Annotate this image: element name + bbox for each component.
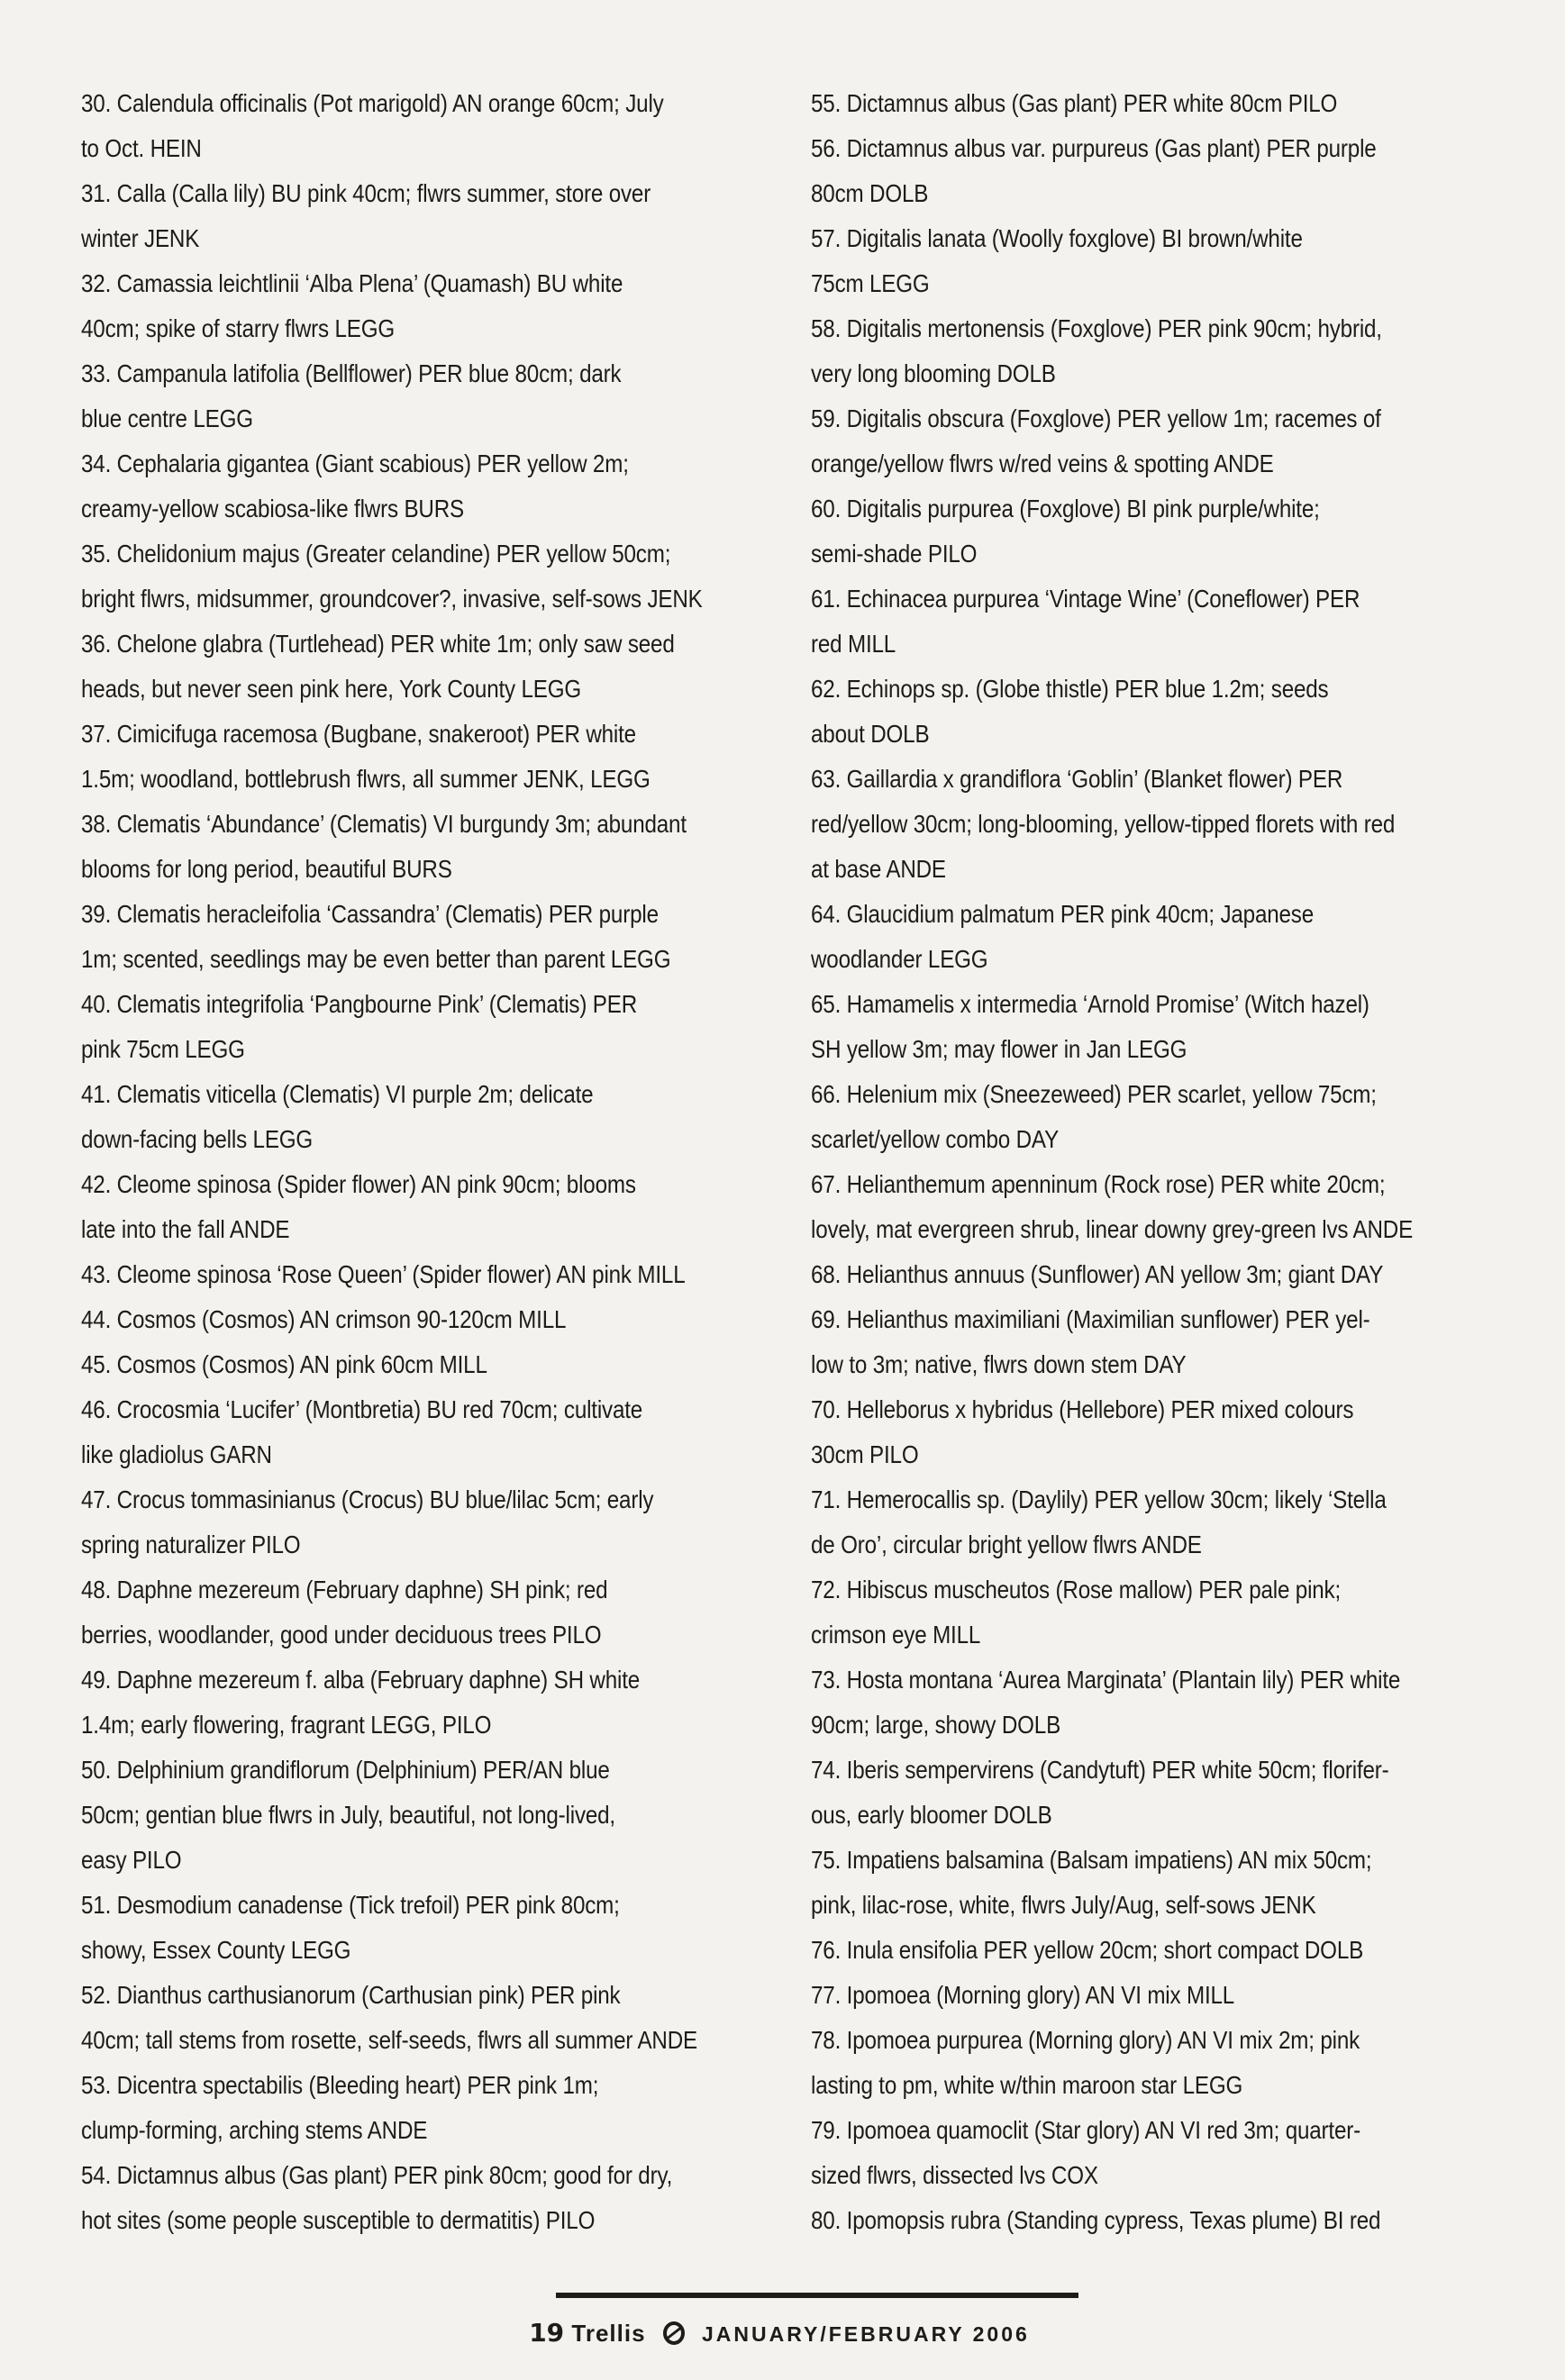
entry-line: 72. Hibiscus muscheutos (Rose mallow) PER pale pink; — [811, 1576, 1342, 1603]
plant-entry — [811, 486, 1487, 577]
entry-line: 76. Inula ensifolia PER yellow 20cm; short compact DOLB — [811, 1936, 1364, 1964]
issue-date: JANUARY/FEBRUARY 2006 — [702, 2322, 1030, 2346]
plant-entry — [81, 1883, 784, 1973]
entry-line: 31. Calla (Calla lily) BU pink 40cm; flwrs summer, store over — [81, 179, 651, 207]
plant-entry — [811, 126, 1487, 216]
entry-line: 75cm LEGG — [811, 269, 930, 297]
entry-line: red MILL — [811, 630, 896, 658]
entry-line: 63. Gaillardia x grandiflora ‘Goblin’ (Blanket flower) PER — [811, 765, 1343, 793]
plant-entry — [81, 1748, 784, 1883]
entry-line: 57. Digitalis lanata (Woolly foxglove) BI brown/white — [811, 224, 1303, 252]
entry-line: 1.5m; woodland, bottlebrush flwrs, all summer JENK, LEGG — [81, 765, 651, 793]
entry-line: 32. Camassia leichtlinii ‘Alba Plena’ (Quamash) BU white — [81, 269, 623, 297]
plant-entry — [81, 982, 784, 1072]
left-column — [81, 81, 784, 2243]
plant-entry — [811, 1297, 1487, 1387]
plant-entry — [81, 2063, 784, 2153]
entry-line: 68. Helianthus annuus (Sunflower) AN yellow 3m; giant DAY — [811, 1260, 1384, 1288]
plant-entry — [811, 1567, 1487, 1658]
entry-line: low to 3m; native, flwrs down stem DAY — [811, 1350, 1187, 1378]
entry-line: 34. Cephalaria gigantea (Giant scabious) PER yellow 2m; — [81, 450, 629, 477]
page-number: 19 — [529, 2318, 565, 2348]
entry-line: 69. Helianthus maximiliani (Maximilian sunflower) PER yel- — [811, 1305, 1370, 1333]
plant-entry — [811, 577, 1487, 667]
entry-line: 65. Hamamelis x intermedia ‘Arnold Promise’ (Witch hazel) — [811, 990, 1369, 1018]
entry-line: 52. Dianthus carthusianorum (Carthusian pink) PER pink — [81, 1981, 621, 2009]
entry-line: 66. Helenium mix (Sneezeweed) PER scarlet, yellow 75cm; — [811, 1080, 1377, 1108]
entry-line: 40cm; spike of starry flwrs LEGG — [81, 314, 396, 342]
plant-entry — [81, 802, 784, 892]
plant-entry — [811, 1387, 1487, 1477]
plant-entry — [811, 2198, 1487, 2243]
entry-line: 78. Ipomoea purpurea (Morning glory) AN VI mix 2m; pink — [811, 2026, 1360, 2054]
entry-line: sized flwrs, dissected lvs COX — [811, 2161, 1098, 2189]
entry-line: ous, early bloomer DOLB — [811, 1801, 1052, 1829]
plant-entry — [811, 1162, 1487, 1252]
entry-line: 61. Echinacea purpurea ‘Vintage Wine’ (Coneflower) PER — [811, 585, 1360, 613]
plant-entry — [81, 1477, 784, 1567]
plant-entry — [81, 1072, 784, 1162]
entry-line: 40. Clematis integrifolia ‘Pangbourne Pink’ (Clematis) PER — [81, 990, 638, 1018]
plant-entry — [811, 1252, 1487, 1297]
entry-line: 41. Clematis viticella (Clematis) VI purple 2m; delicate — [81, 1080, 594, 1108]
entry-line: heads, but never seen pink here, York County LEGG — [81, 675, 582, 703]
entry-line: 55. Dictamnus albus (Gas plant) PER white 80cm PILO — [811, 89, 1338, 117]
entry-line: 50cm; gentian blue flwrs in July, beautiful, not long-lived, — [81, 1801, 615, 1829]
entry-line: about DOLB — [811, 720, 930, 748]
entry-line: 37. Cimicifuga racemosa (Bugbane, snakeroot) PER white — [81, 720, 636, 748]
entry-line: 40cm; tall stems from rosette, self-seeds, flwrs all summer ANDE — [81, 2026, 697, 2054]
entry-line: 80cm DOLB — [811, 179, 929, 207]
entry-line: 33. Campanula latifolia (Bellflower) PER blue 80cm; dark — [81, 359, 622, 387]
plant-entry — [811, 306, 1487, 396]
entry-line: 60. Digitalis purpurea (Foxglove) BI pink purple/white; — [811, 495, 1320, 522]
entry-line: down-facing bells LEGG — [81, 1125, 314, 1153]
plant-entry — [811, 757, 1487, 892]
entry-line: pink, lilac-rose, white, flwrs July/Aug, self-sows JENK — [811, 1891, 1316, 1919]
entry-line: 80. Ipomopsis rubra (Standing cypress, Texas plume) BI red — [811, 2206, 1381, 2234]
entry-line: 74. Iberis sempervirens (Candytuft) PER white 50cm; florifer- — [811, 1756, 1389, 1784]
entry-line: 77. Ipomoea (Morning glory) AN VI mix MILL — [811, 1981, 1235, 2009]
plant-entry — [81, 441, 784, 531]
entry-line: 51. Desmodium canadense (Tick trefoil) PER pink 80cm; — [81, 1891, 620, 1919]
plant-entry — [81, 171, 784, 261]
plant-entry — [81, 531, 784, 622]
entry-line: lasting to pm, white w/thin maroon star LEGG — [811, 2071, 1243, 2099]
plant-entry — [81, 1162, 784, 1252]
entry-line: red/yellow 30cm; long-blooming, yellow-tipped florets with red — [811, 810, 1396, 838]
plant-entry — [811, 1658, 1487, 1748]
plant-entry — [811, 2018, 1487, 2108]
entry-line: SH yellow 3m; may flower in Jan LEGG — [811, 1035, 1187, 1063]
plant-entry — [81, 351, 784, 441]
entry-line: 56. Dictamnus albus var. purpureus (Gas plant) PER purple — [811, 134, 1377, 162]
entry-line: de Oro’, circular bright yellow flwrs ANDE — [811, 1531, 1202, 1558]
plant-entry — [811, 982, 1487, 1072]
plant-entry — [811, 1748, 1487, 1838]
magazine-name: Trellis — [571, 2320, 646, 2347]
plant-entry — [811, 892, 1487, 982]
entry-line: blue centre LEGG — [81, 404, 253, 432]
plant-entry — [81, 892, 784, 982]
entry-line: orange/yellow flwrs w/red veins & spotting ANDE — [811, 450, 1274, 477]
entry-line: 45. Cosmos (Cosmos) AN pink 60cm MILL — [81, 1350, 487, 1378]
entry-line: to Oct. HEIN — [81, 134, 202, 162]
entry-line: 35. Chelidonium majus (Greater celandine) PER yellow 50cm; — [81, 540, 671, 568]
plant-entry — [81, 1297, 784, 1342]
plant-entry — [81, 1567, 784, 1658]
plant-entry — [811, 1072, 1487, 1162]
entry-line: winter JENK — [81, 224, 200, 252]
plant-entry — [811, 1973, 1487, 2018]
plant-entry — [811, 2108, 1487, 2198]
entry-line: 36. Chelone glabra (Turtlehead) PER white 1m; only saw seed — [81, 630, 675, 658]
plant-entry — [811, 81, 1487, 126]
entry-line: 90cm; large, showy DOLB — [811, 1711, 1061, 1739]
entry-line: 70. Helleborus x hybridus (Hellebore) PER mixed colours — [811, 1395, 1354, 1423]
entry-line: at base ANDE — [811, 855, 946, 883]
entry-line: lovely, mat evergreen shrub, linear downy grey-green lvs ANDE — [811, 1215, 1414, 1243]
plant-entry — [811, 1928, 1487, 1973]
plant-entry — [811, 216, 1487, 306]
entry-line: berries, woodlander, good under deciduous trees PILO — [81, 1621, 602, 1649]
right-column — [811, 81, 1487, 2243]
entry-line: like gladiolus GARN — [81, 1440, 272, 1468]
entry-line: 50. Delphinium grandiflorum (Delphinium) PER/AN blue — [81, 1756, 610, 1784]
plant-entry — [811, 396, 1487, 486]
entry-line: 49. Daphne mezereum f. alba (February daphne) SH white — [81, 1666, 641, 1694]
footer-rule — [556, 2293, 1078, 2298]
entry-line: 48. Daphne mezereum (February daphne) SH pink; red — [81, 1576, 608, 1603]
entry-line: spring naturalizer PILO — [81, 1531, 301, 1558]
entry-line: clump-forming, arching stems ANDE — [81, 2116, 428, 2144]
entry-line: 38. Clematis ‘Abundance’ (Clematis) VI burgundy 3m; abundant — [81, 810, 687, 838]
plant-entry — [81, 261, 784, 351]
entry-line: woodlander LEGG — [811, 945, 988, 973]
entry-line: 54. Dictamnus albus (Gas plant) PER pink 80cm; good for dry, — [81, 2161, 673, 2189]
entry-line: scarlet/yellow combo DAY — [811, 1125, 1060, 1153]
plant-entry — [81, 81, 784, 171]
entry-line: 71. Hemerocallis sp. (Daylily) PER yellow 30cm; likely ‘Stella — [811, 1485, 1387, 1513]
entry-line: easy PILO — [81, 1846, 182, 1874]
entry-line: 79. Ipomoea quamoclit (Star glory) AN VI red 3m; quarter- — [811, 2116, 1361, 2144]
entry-line: 75. Impatiens balsamina (Balsam impatiens) AN mix 50cm; — [811, 1846, 1372, 1874]
entry-line: 73. Hosta montana ‘Aurea Marginata’ (Plantain lily) PER white — [811, 1666, 1401, 1694]
entry-line: 1m; scented, seedlings may be even better than parent LEGG — [81, 945, 671, 973]
plant-entry — [811, 1838, 1487, 1928]
entry-line: very long blooming DOLB — [811, 359, 1056, 387]
entry-line: 64. Glaucidium palmatum PER pink 40cm; Japanese — [811, 900, 1315, 928]
entry-line: crimson eye MILL — [811, 1621, 981, 1649]
entry-line: 67. Helianthemum apenninum (Rock rose) PER white 20cm; — [811, 1170, 1386, 1198]
entry-line: 30. Calendula officinalis (Pot marigold) AN orange 60cm; July — [81, 89, 664, 117]
entry-line: blooms for long period, beautiful BURS — [81, 855, 452, 883]
entry-line: 43. Cleome spinosa ‘Rose Queen’ (Spider flower) AN pink MILL — [81, 1260, 686, 1288]
plant-entry — [81, 1387, 784, 1477]
entry-line: 47. Crocus tommasinianus (Crocus) BU blue/lilac 5cm; early — [81, 1485, 654, 1513]
plant-entry — [81, 622, 784, 712]
plant-entry — [81, 1252, 784, 1297]
entry-line: 62. Echinops sp. (Globe thistle) PER blue 1.2m; seeds — [811, 675, 1329, 703]
entry-line: 46. Crocosmia ‘Lucifer’ (Montbretia) BU red 70cm; cultivate — [81, 1395, 643, 1423]
entry-line: 1.4m; early flowering, fragrant LEGG, PILO — [81, 1711, 492, 1739]
entry-line: showy, Essex County LEGG — [81, 1936, 351, 1964]
page-footer — [473, 2293, 1086, 2348]
entry-line: 59. Digitalis obscura (Foxglove) PER yellow 1m; racemes of — [811, 404, 1381, 432]
entry-line: creamy-yellow scabiosa-like flwrs BURS — [81, 495, 464, 522]
trellis-logo-icon — [662, 2321, 686, 2345]
entry-line: late into the fall ANDE — [81, 1215, 290, 1243]
plant-entry — [811, 1477, 1487, 1567]
entry-line: hot sites (some people susceptible to dermatitis) PILO — [81, 2206, 596, 2234]
entry-line: bright flwrs, midsummer, groundcover?, invasive, self-sows JENK — [81, 585, 703, 613]
footer-text — [473, 2318, 1086, 2348]
plant-entry — [81, 1658, 784, 1748]
entry-line: 30cm PILO — [811, 1440, 919, 1468]
entry-line: pink 75cm LEGG — [81, 1035, 245, 1063]
entry-line: 53. Dicentra spectabilis (Bleeding heart) PER pink 1m; — [81, 2071, 599, 2099]
plant-entry — [81, 1973, 784, 2063]
entry-line: 58. Digitalis mertonensis (Foxglove) PER pink 90cm; hybrid, — [811, 314, 1382, 342]
entry-line: 42. Cleome spinosa (Spider flower) AN pink 90cm; blooms — [81, 1170, 636, 1198]
plant-entry — [811, 667, 1487, 757]
entry-line: semi-shade PILO — [811, 540, 978, 568]
plant-entry — [81, 2153, 784, 2243]
plant-entry — [81, 1342, 784, 1387]
plant-entry — [81, 712, 784, 802]
entry-line: 39. Clematis heracleifolia ‘Cassandra’ (Clematis) PER purple — [81, 900, 659, 928]
entry-line: 44. Cosmos (Cosmos) AN crimson 90-120cm MILL — [81, 1305, 567, 1333]
